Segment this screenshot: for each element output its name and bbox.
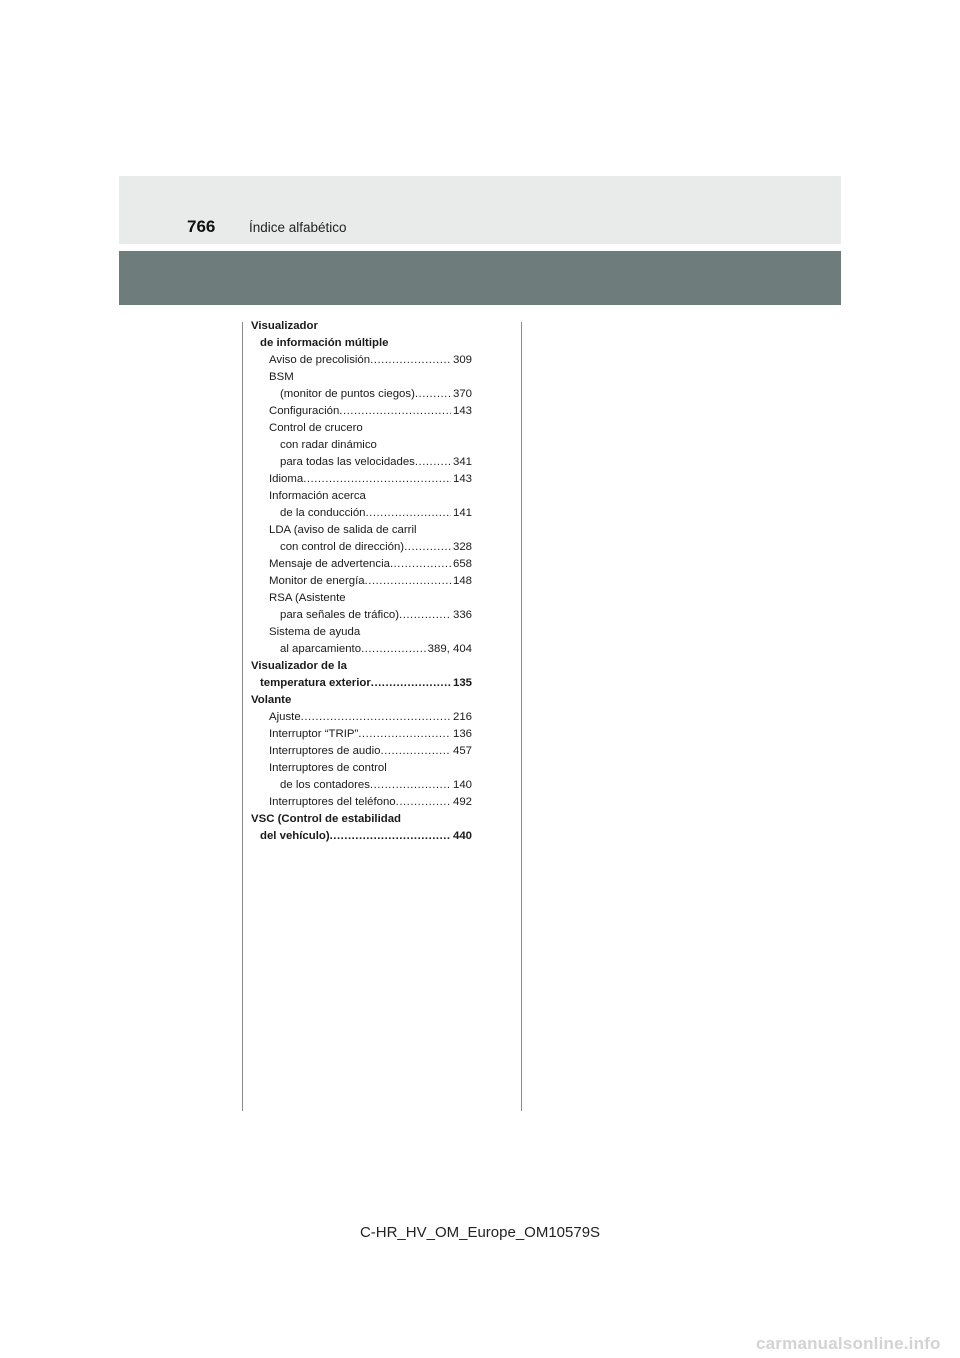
index-entry: [251, 573, 472, 590]
index-entry-term: Control de crucero: [269, 422, 363, 434]
index-entry-page: 143: [452, 405, 472, 417]
dot-leader: [361, 641, 426, 658]
watermark-text: carmanualsonline.info: [756, 1334, 941, 1353]
index-entry-page: 389, 404: [427, 643, 472, 655]
index-entry-page: 140: [452, 779, 472, 791]
index-entry: [251, 539, 472, 556]
column-rule-right: [521, 322, 522, 1111]
index-entry-page: 309: [452, 354, 472, 366]
dot-leader: [303, 471, 451, 488]
index-entry-page: 492: [452, 796, 472, 808]
index-entry-page: 148: [452, 575, 472, 587]
index-entry: [251, 743, 472, 760]
index-entry: [251, 811, 472, 828]
index-entry: [251, 556, 472, 573]
index-entry-page: 658: [452, 558, 472, 570]
index-entry: [251, 760, 472, 777]
index-entry-page: 136: [452, 728, 472, 740]
index-entry-term: BSM: [269, 371, 294, 383]
index-entry: [251, 335, 472, 352]
dot-leader: [396, 794, 451, 811]
index-entry: [251, 709, 472, 726]
index-entry: [251, 794, 472, 811]
header-band: [119, 176, 841, 244]
index-entry: [251, 726, 472, 743]
dot-leader: [415, 454, 451, 471]
index-entry-term: Interruptor “TRIP”: [269, 728, 359, 740]
index-entry-term: Ajuste: [269, 711, 301, 723]
index-entry-term: Mensaje de advertencia: [269, 558, 390, 570]
index-entry-term: (monitor de puntos ciegos): [280, 388, 415, 400]
document-code: C-HR_HV_OM_Europe_OM10579S: [359, 1224, 601, 1241]
dot-leader: [370, 352, 451, 369]
index-entry: [251, 777, 472, 794]
index-entry: [251, 607, 472, 624]
index-entry-term: de información múltiple: [260, 337, 389, 349]
index-entry: [251, 471, 472, 488]
dot-leader: [380, 743, 451, 760]
index-entry-term: Interruptores del teléfono: [269, 796, 396, 808]
page-number: 766: [187, 217, 216, 236]
index-entry-page: 135: [452, 677, 472, 689]
dot-leader: [370, 777, 451, 794]
index-entry-term: Monitor de energía: [269, 575, 365, 587]
index-entry: [251, 641, 472, 658]
dot-leader: [330, 828, 451, 845]
index-entry-term: al aparcamiento: [280, 643, 362, 655]
dot-leader: [358, 726, 451, 743]
index-entry-page: 341: [452, 456, 472, 468]
index-entry-term: con radar dinámico: [280, 439, 377, 451]
index-entry: [251, 590, 472, 607]
index-entry-page: 457: [452, 745, 472, 757]
index-entry: [251, 420, 472, 437]
section-divider-band: [119, 251, 841, 305]
index-entry-page: 440: [452, 830, 472, 842]
dot-leader: [339, 403, 451, 420]
index-entry-page: 336: [452, 609, 472, 621]
index-entry-term: del vehículo): [260, 830, 330, 842]
index-entry: [251, 352, 472, 369]
index-entry-term: Información acerca: [269, 490, 366, 502]
index-entry-term: de la conducción: [280, 507, 366, 519]
index-column: [251, 318, 472, 845]
index-entry-term: de los contadores: [280, 779, 370, 791]
index-entry-term: Interruptores de audio: [269, 745, 381, 757]
dot-leader: [371, 675, 451, 692]
index-entry-term: Idioma: [269, 473, 304, 485]
section-title: Índice alfabético: [249, 220, 347, 235]
dot-leader: [404, 539, 451, 556]
index-entry-term: Sistema de ayuda: [269, 626, 361, 638]
index-entry-term: para señales de tráfico): [280, 609, 400, 621]
index-entry-term: Visualizador: [251, 320, 318, 332]
index-entry: [251, 624, 472, 641]
index-entry: [251, 369, 472, 386]
index-entry-page: 370: [452, 388, 472, 400]
index-entry-term: temperatura exterior: [260, 677, 371, 689]
index-entry-page: 216: [452, 711, 472, 723]
index-entry: [251, 386, 472, 403]
index-entry-term: LDA (aviso de salida de carril: [269, 524, 417, 536]
dot-leader: [390, 556, 451, 573]
index-entry-page: 328: [452, 541, 472, 553]
index-entry: [251, 505, 472, 522]
dot-leader: [366, 505, 451, 522]
index-entry-page: 141: [452, 507, 472, 519]
index-entry: [251, 437, 472, 454]
index-entry: [251, 675, 472, 692]
index-entry-term: Interruptores de control: [269, 762, 387, 774]
index-entry: [251, 522, 472, 539]
index-entry-term: Volante: [251, 694, 292, 706]
dot-leader: [399, 607, 451, 624]
dot-leader: [301, 709, 451, 726]
dot-leader: [415, 386, 451, 403]
index-entry-term: VSC (Control de estabilidad: [251, 813, 401, 825]
index-entry-page: 143: [452, 473, 472, 485]
index-entry: [251, 828, 472, 845]
index-entry: [251, 403, 472, 420]
index-entry-term: Visualizador de la: [251, 660, 348, 672]
index-entry-term: con control de dirección): [280, 541, 405, 553]
index-entry: [251, 454, 472, 471]
column-rule-left: [242, 322, 243, 1111]
index-entry-term: RSA (Asistente: [269, 592, 346, 604]
index-entry: [251, 488, 472, 505]
dot-leader: [365, 573, 451, 590]
index-entry: [251, 658, 472, 675]
index-entry-term: Aviso de precolisión: [269, 354, 371, 366]
index-entry: [251, 692, 472, 709]
index-entry: [251, 318, 472, 335]
index-entry-term: para todas las velocidades: [280, 456, 415, 468]
index-entry-term: Configuración: [269, 405, 340, 417]
